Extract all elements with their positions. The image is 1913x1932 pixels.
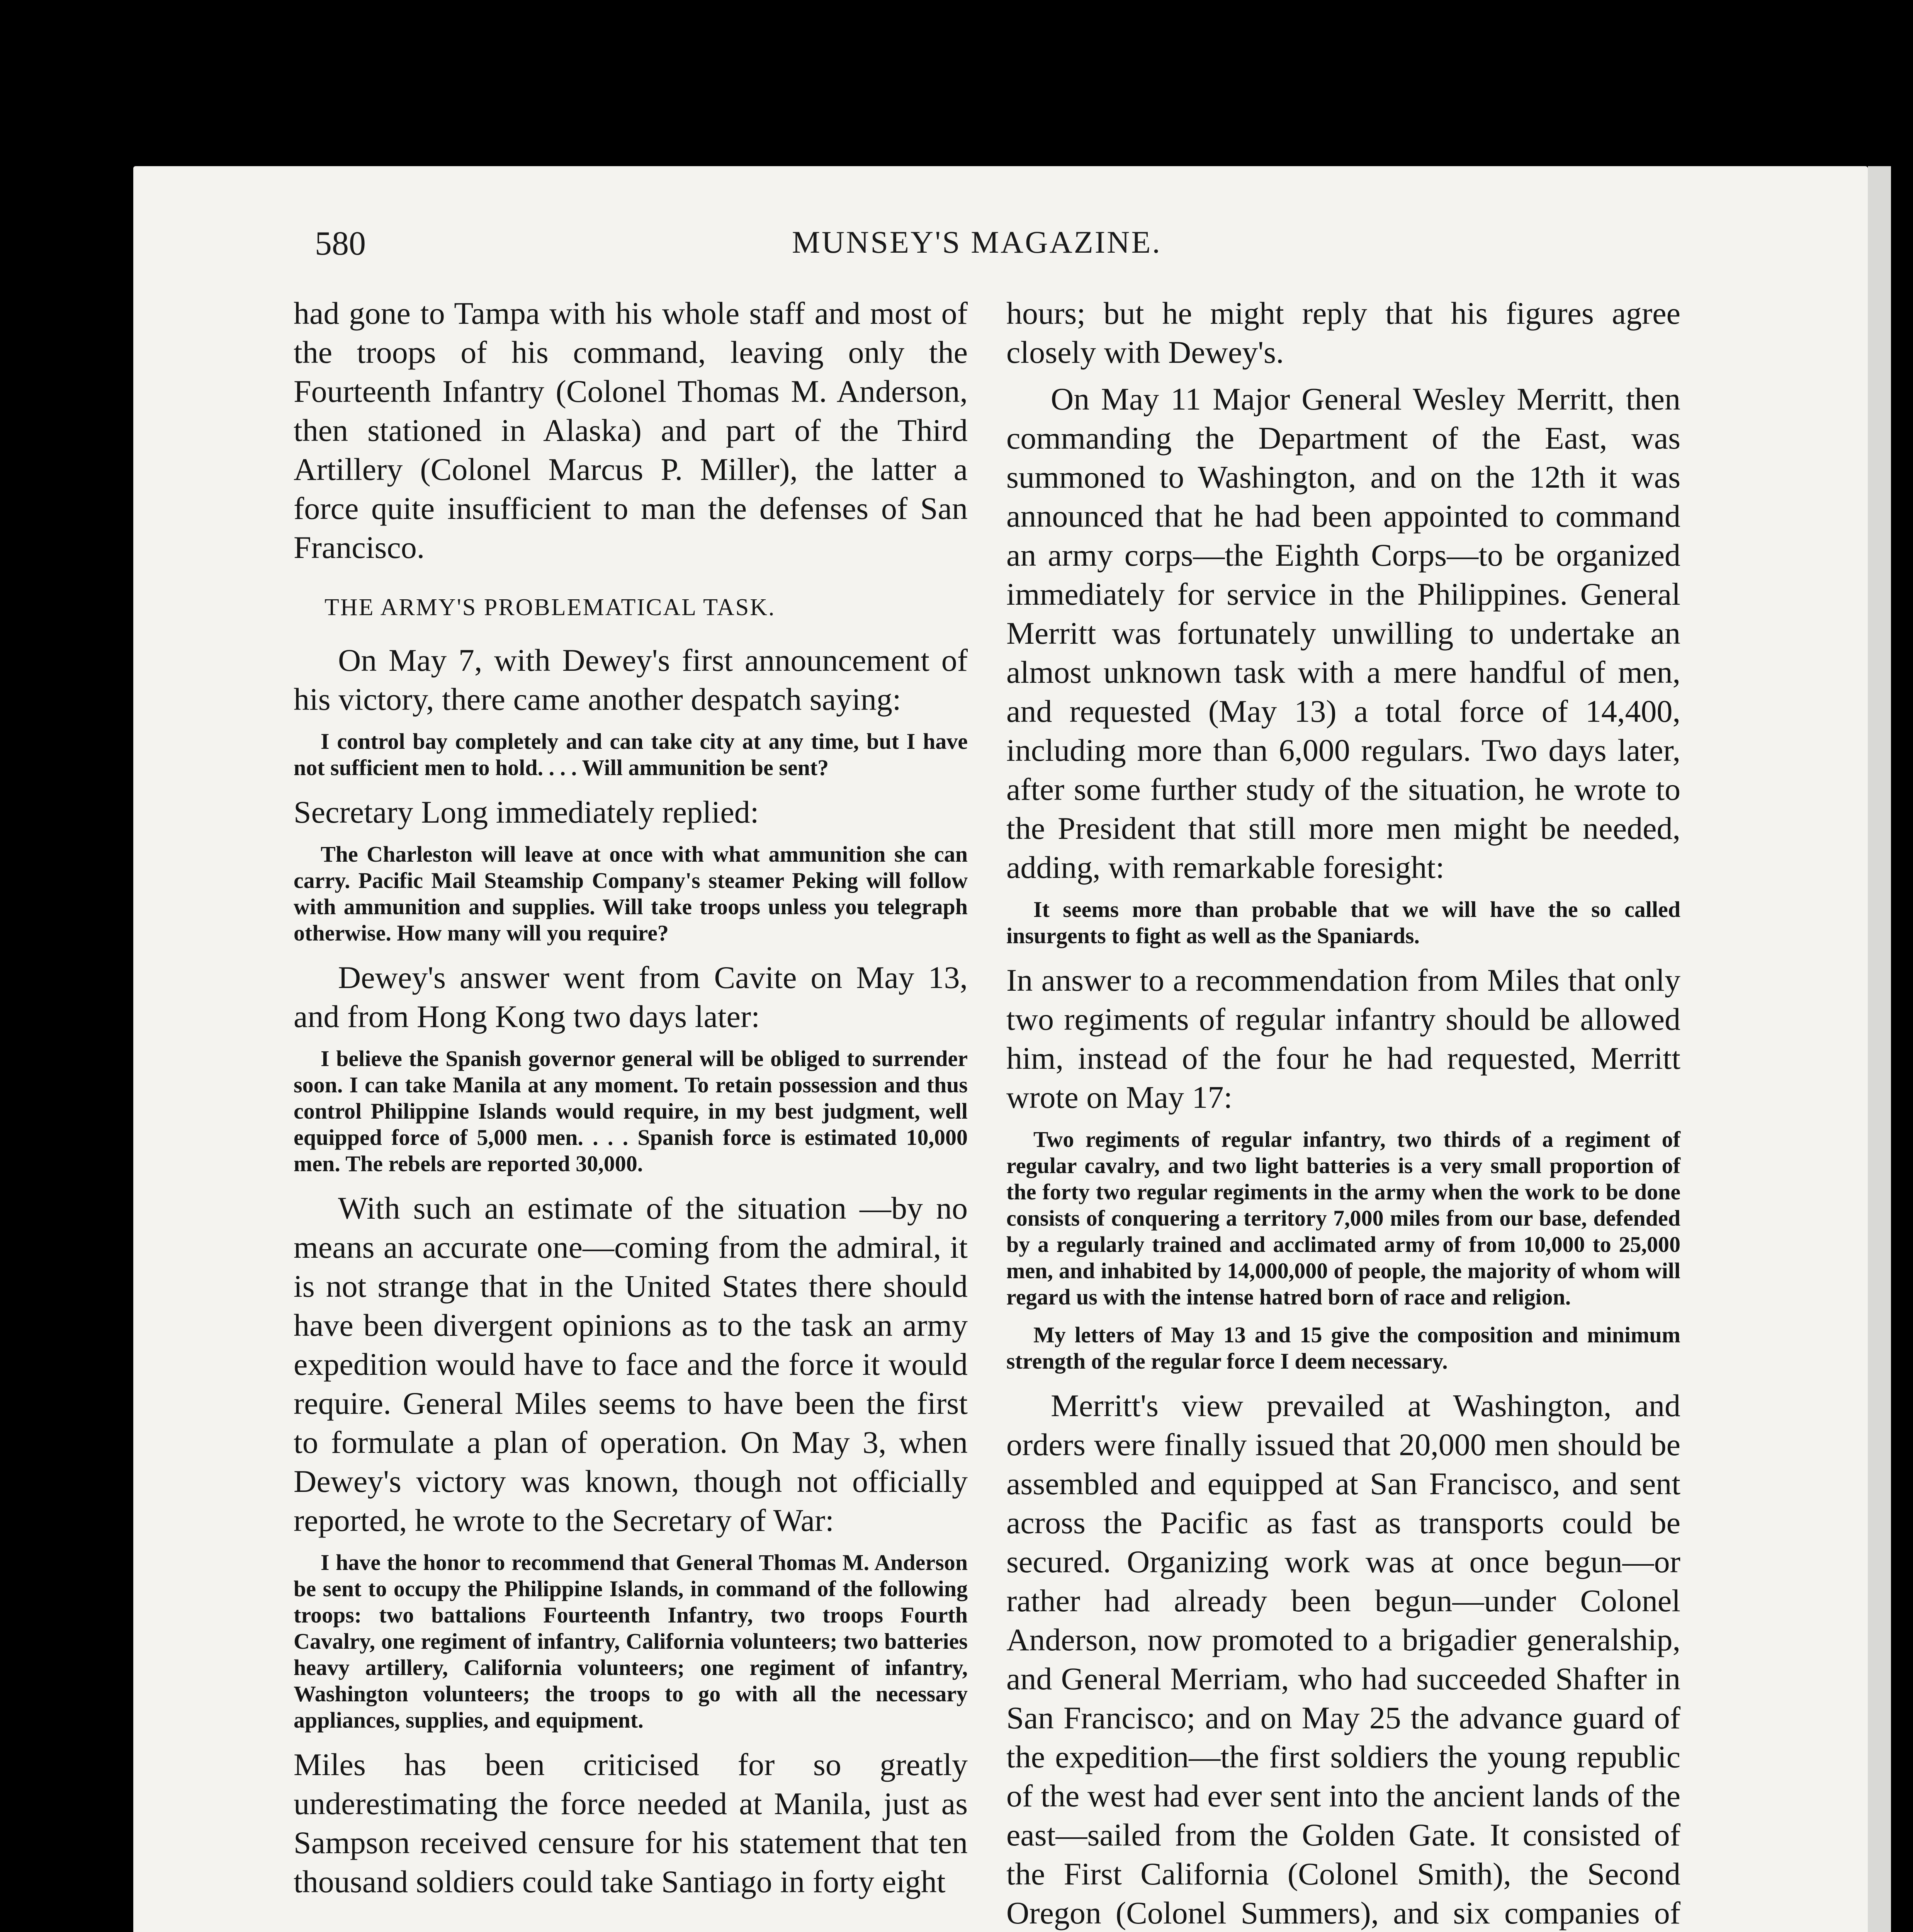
page-number: 580 xyxy=(315,225,366,262)
left-paragraph-4: Dewey's answer went from Cavite on May 13, and from Hong Kong two days later: xyxy=(294,960,968,1034)
dewey-despatch-quote: I control bay completely and can take city at any time, but I have not sufficient men to hold. . . . Will ammunition be sent? xyxy=(294,729,968,780)
long-reply-quote: The Charleston will leave at once with what ammunition she can carry. Pacific Mail Steamship Company's steamer Peking will follow with ammunition and supplies. Will take troops unless you telegraph otherwise. How many will you require? xyxy=(294,842,968,946)
left-paragraph-6: Miles has been criticised for so greatly underestimating the force needed at Manila, just as Sampson received censure for his statement that ten thousand soldiers could take Santiago in forty eight xyxy=(294,1747,968,1899)
right-paragraph-4: Merritt's view prevailed at Washington, and orders were finally issued that 20,000 men should be assembled and equipped at San Francisco, and sent across the Pacific as fast as transports could be secured. Organizing work was at once begun—or rather had already been begun—under Colonel Anderson, now promoted to a brigadier generalship, and General Merriam, who had succeeded Shafter in San Francisco; and on May 25 the advance guard of the expedition—the first soldiers the young republic of the west had ever sent into the ancient lands of the east—sailed from the Golden Gate. It consisted of the First California (Colonel Smith), the Second Oregon (Colonel Summers), and six companies of xyxy=(1006,1388,1680,1930)
merritt-foresight-quote: It seems more than probable that we will have the so called insurgents to fight as well as the Spaniards. xyxy=(1006,897,1680,948)
right-paragraph-1: hours; but he might reply that his figures agree closely with Dewey's. xyxy=(1006,296,1680,370)
section-heading: THE ARMY'S PROBLEMATICAL TASK. xyxy=(324,594,776,621)
miles-letter-quote: I have the honor to recommend that General Thomas M. Anderson be sent to occupy the Philippine Islands, in command of the following troops: two battalions Fourteenth Infantry, two troops Fourth Cavalry, one regiment of infantry, California volunteers; two batteries heavy artillery, California volunteers; one regiment of infantry, Washington volunteers; the troops to go with all the necessary appliances, supplies, and equipment. xyxy=(294,1550,968,1733)
merritt-letters-quote: My letters of May 13 and 15 give the composition and minimum strength of the regular force I deem necessary. xyxy=(1006,1322,1680,1374)
left-paragraph-2: On May 7, with Dewey's first announcement of his victory, there came another despatch saying: xyxy=(294,643,968,717)
merritt-letter-quote: Two regiments of regular infantry, two thirds of a regiment of regular cavalry, and two light batteries is a very small proportion of the forty two regular regiments in the army when the work to be done consists of conquering a territory 7,000 miles from our base, defended by a regularly trained and acclimated army of from 10,000 to 25,000 men, and inhabited by 14,000,000 of people, the majority of whom will regard us with the intense hatred born of race and religion. xyxy=(1006,1127,1680,1310)
left-paragraph-1: had gone to Tampa with his whole staff and most of the troops of his command, leaving only the Fourteenth Infantry (Colonel Thomas M. Anderson, then stationed in Alaska) and part of the Third Artillery (Colonel Marcus P. Miller), the latter a force quite insufficient to man the defenses of San Francisco. xyxy=(294,296,968,565)
right-paragraph-2: On May 11 Major General Wesley Merritt, then commanding the Department of the East, was summoned to Washington, and on the 12th it was announced that he had been appointed to command an army corps—the Eighth Corps—to be organized immediately for service in the Philippines. General Merritt was fortunately unwilling to undertake an almost unknown task with a mere handful of men, and requested (May 13) a total force of 14,400, including more than 6,000 regulars. Two days later, after some further study of the situation, he wrote to the President that still more men might be needed, adding, with remarkable foresight: xyxy=(1006,381,1680,885)
dewey-answer-quote: I believe the Spanish governor general will be obliged to surrender soon. I can take Manila at any moment. To retain possession and thus control Philippine Islands would require, in my best judgment, well equipped force of 5,000 men. . . . Spanish force is estimated 10,000 men. The rebels are reported 30,000. xyxy=(294,1046,968,1176)
right-column xyxy=(1006,294,1680,1932)
right-paragraph-3: In answer to a recommendation from Miles that only two regiments of regular infantry should be allowed him, instead of the four he had requested, Merritt wrote on May 17: xyxy=(1006,963,1680,1115)
running-head: MUNSEY'S MAGAZINE. xyxy=(792,224,1162,260)
next-page-edge xyxy=(1868,166,1891,1932)
left-paragraph-5: With such an estimate of the situation —by no means an accurate one—coming from the admiral, it is not strange that in the United States there should have been divergent opinions as to the task an army expedition would have to face and the force it would require. General Miles seems to have been the first to formulate a plan of operation. On May 3, when Dewey's victory was known, though not officially reported, he wrote to the Secretary of War: xyxy=(294,1190,968,1538)
left-paragraph-3: Secretary Long immediately replied: xyxy=(294,794,759,830)
left-column xyxy=(294,294,968,1909)
